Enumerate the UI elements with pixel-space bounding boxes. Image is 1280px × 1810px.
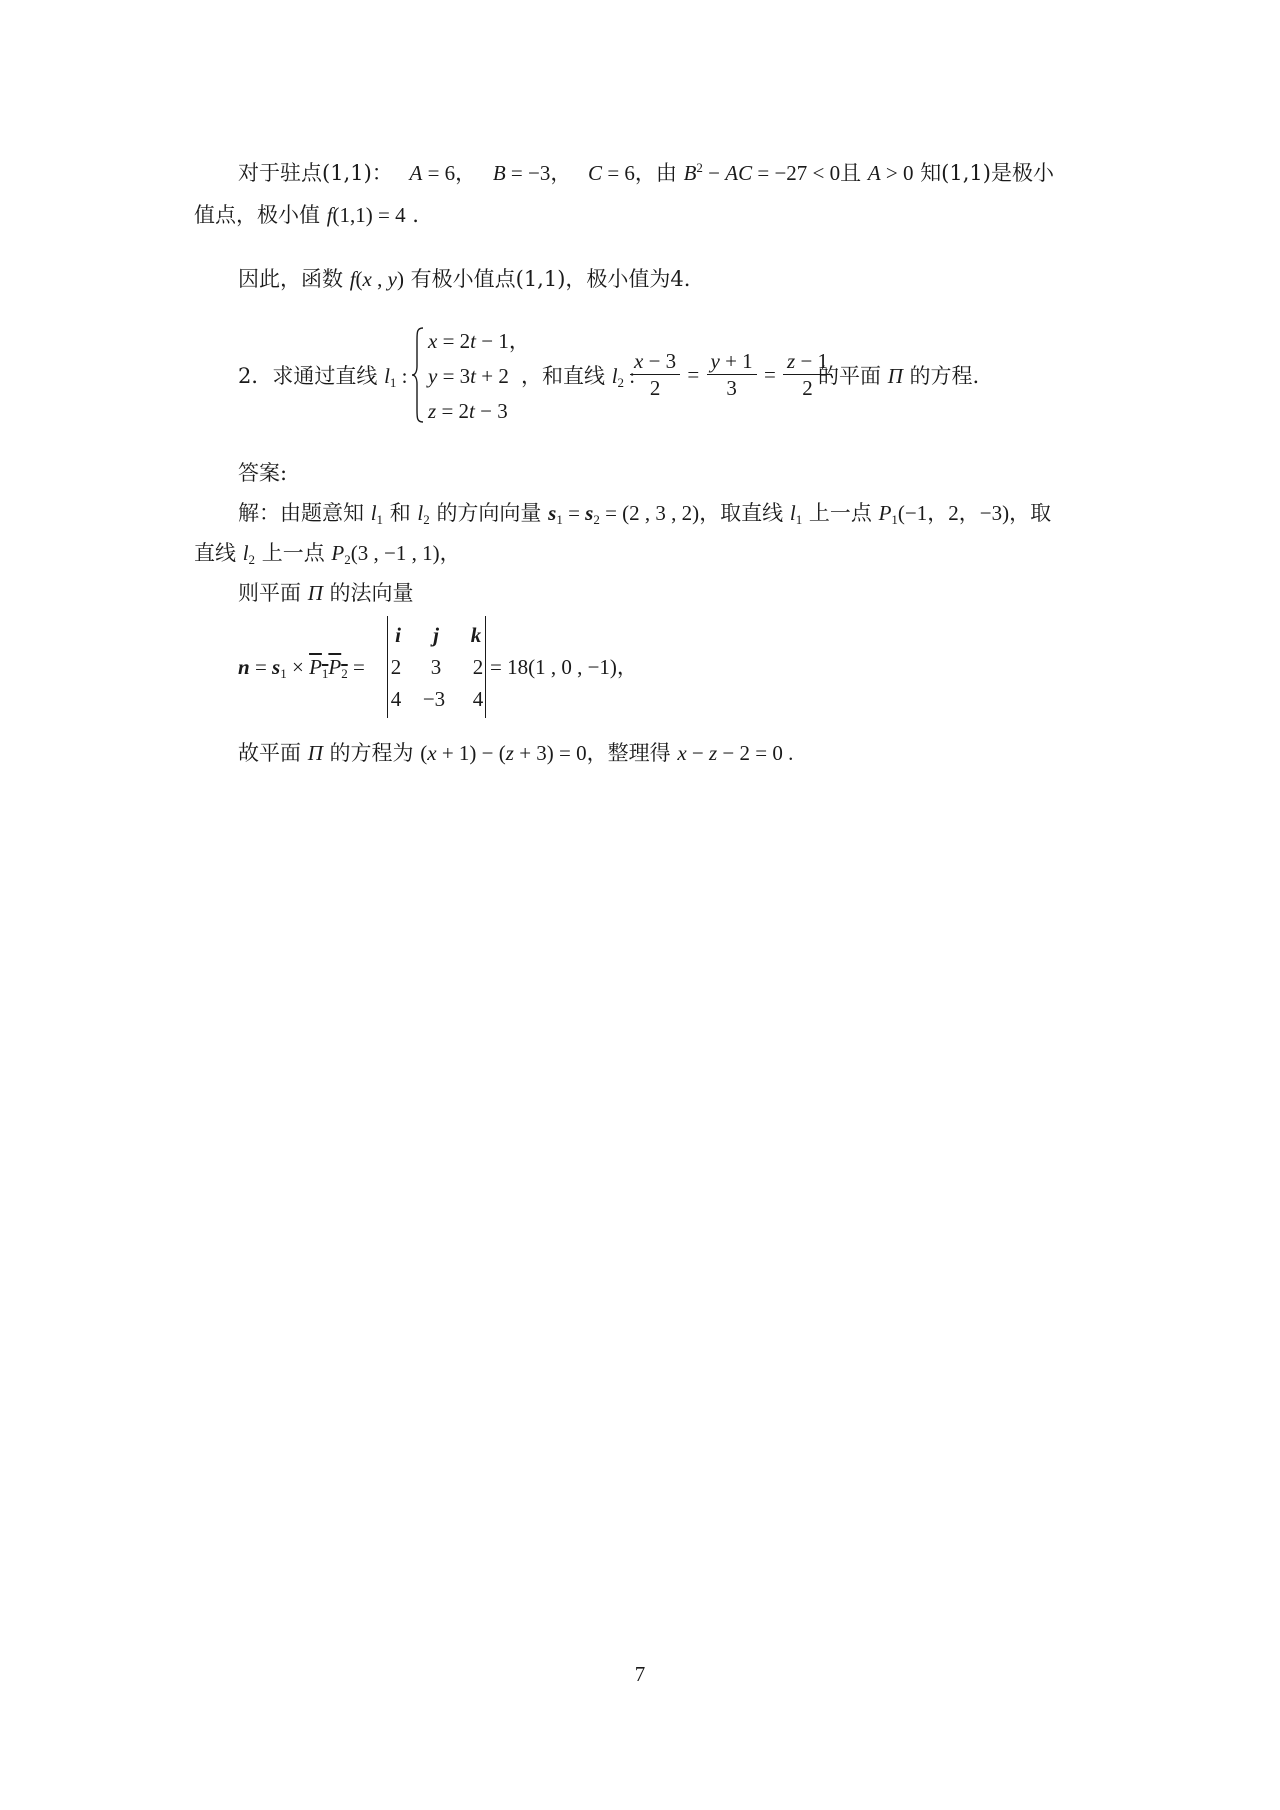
answer-label: 答案:	[238, 461, 288, 485]
math-P2: $P_2(3$ , −1 , 1)	[331, 541, 440, 567]
text-segment: 的方程.	[909, 364, 980, 388]
page-number: 7	[634, 1662, 646, 1686]
system-brace	[411, 326, 425, 424]
determinant-result: = 18(1 , 0 , −1)，	[490, 655, 638, 679]
fraction-equation: $\frac{x - 3}{2}$ = $\frac{y + 1}{3}$ = $\frac{z - 1}{2}$	[628, 348, 834, 401]
math-l1: $l_1$ :	[384, 364, 408, 390]
math-l1: $l_1$	[789, 501, 803, 527]
text-segment: 上一点	[261, 541, 325, 565]
text-line-stationary-point: 对于驻点(1,1)： A = 6， B = −3， C = 6，由 $B^2$ − AC = −27 < 0且 A > 0 知(1,1)是极小	[238, 160, 1054, 185]
math-Pi: Π	[307, 741, 323, 765]
text-segment: ，取直线	[699, 501, 784, 525]
text-segment: 对于驻点(1,1)：	[238, 161, 393, 185]
text-line-min-value: 值点，极小值 f(1,1) = 4 .	[194, 203, 419, 227]
text-segment: ，由	[634, 161, 677, 185]
fraction-z: $\frac{z - 1}{2}$	[783, 348, 832, 401]
text-segment: 且	[840, 161, 862, 185]
system-eq-1: x = 2t − 1，	[428, 329, 530, 353]
math-discriminant: $B^2$ − AC = −27 < 0	[683, 160, 841, 185]
final-plane-equation	[238, 738, 793, 768]
text-line-conclusion	[238, 264, 690, 294]
system-eq-3: z = 2t − 3	[428, 399, 508, 423]
det-cell: 4	[472, 687, 484, 711]
fraction-y: $\frac{y + 1}{3}$	[707, 348, 757, 401]
text-segment: ，取	[1009, 501, 1052, 525]
text-segment: 2．求通过直线	[238, 364, 378, 388]
math-Pi: Π	[887, 364, 903, 388]
det-cell: 4	[390, 687, 402, 711]
solution-line-1	[238, 498, 1051, 528]
text-segment: 上一点	[808, 501, 872, 525]
text-segment: 故平面	[238, 741, 301, 765]
det-cell: 3	[430, 655, 442, 679]
math-A-positive: A > 0	[867, 161, 914, 185]
math-simplified: x − z − 2 = 0 .	[677, 741, 794, 765]
normal-vector-label	[238, 578, 414, 608]
det-cell: 2	[472, 655, 484, 679]
math-l2: $l_2$	[417, 501, 430, 527]
text-segment: 知(1,1)是极小	[920, 161, 1054, 185]
math-B: B = −3	[492, 161, 551, 185]
text-segment: 则平面	[238, 581, 301, 605]
det-cell: k	[470, 623, 482, 647]
text-segment: 值点，极小值	[194, 203, 320, 227]
question-2-line2	[521, 361, 635, 391]
fraction-x: $\frac{x - 3}{2}$	[630, 348, 680, 401]
text-segment: ，整理得	[586, 741, 671, 765]
math-l2: $l_2$ :	[611, 364, 636, 390]
det-cell: j	[433, 623, 439, 647]
text-segment: 解：由题意知	[238, 501, 364, 525]
question-2-prefix	[238, 361, 408, 391]
text-segment: 因此，函数	[238, 267, 343, 291]
math-Pi: Π	[307, 581, 323, 605]
question-2-suffix	[818, 361, 979, 391]
math-C: C = 6	[588, 161, 635, 185]
solution-line-2: 直线 $l_2$ 上一点 $P_2(3$ , −1 , 1)，	[194, 541, 461, 567]
math-normal-expr: $n = s_1 \times P_1P_2$ =	[238, 655, 365, 681]
math-P1: $P_1(-1$，2，−3)	[878, 501, 1010, 527]
math-l1: $l_1$	[370, 501, 384, 527]
math-A: A = 6	[409, 161, 456, 185]
text-segment: 的平面	[818, 364, 881, 388]
math-fxy: f(x , y)	[349, 267, 404, 291]
math-direction-vector: $s_1 = s_2 = (2$ , 3 , 2)	[548, 501, 700, 527]
text-segment: 的方程为	[329, 741, 414, 765]
text-segment: 有极小值点(1,1)，极小值为4.	[410, 267, 691, 291]
system-eq-2: y = 3t + 2	[428, 364, 509, 388]
math-l2: $l_2$	[242, 541, 256, 567]
math-plane-eq: (x + 1) − (z + 3) = 0	[420, 741, 587, 765]
math-f-min: f(1,1) = 4	[326, 203, 406, 227]
text-segment: 的方向向量	[436, 501, 542, 525]
det-cell: −3	[422, 687, 446, 711]
text-segment: ，和直线	[521, 364, 605, 388]
text-segment: 和	[389, 501, 411, 525]
det-cell: 2	[390, 655, 402, 679]
text-segment: 直线	[194, 541, 236, 565]
det-cell: i	[395, 623, 401, 647]
text-segment: 的法向量	[329, 581, 414, 605]
